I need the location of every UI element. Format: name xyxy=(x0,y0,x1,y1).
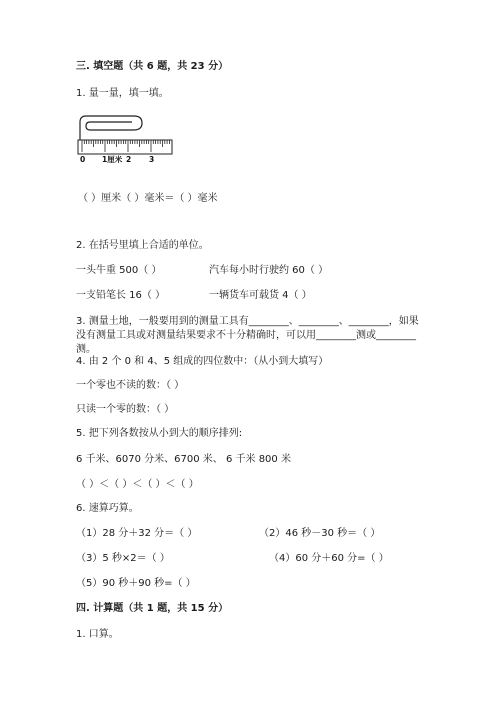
q2-item-4: 一辆货车可载货 4（ ） xyxy=(209,290,312,301)
ruler-label-2: 2 xyxy=(126,155,132,164)
ruler-figure xyxy=(76,112,176,166)
q5-title: 5. 把下列各数按从小到大的顺序排列: xyxy=(76,428,243,439)
section3-title: 三. 填空题（共 6 题，共 23 分） xyxy=(76,61,229,72)
q6-item-5: （5）90 秒＋90 秒=（ ） xyxy=(76,578,196,589)
q3-line-3: 测。 xyxy=(76,344,96,355)
q5-answer-line: （ ）＜（ ）＜（ ）＜（ ） xyxy=(76,479,199,490)
q2-item-3: 一支铅笔长 16（ ） xyxy=(76,290,166,301)
q4-title: 4. 由 2 个 0 和 4、5 组成的四位数中：（从小到大填写） xyxy=(76,356,329,367)
q6-item-1: （1）28 分＋32 分＝（ ） xyxy=(76,528,198,539)
section4-title: 四. 计算题（共 1 题，共 15 分） xyxy=(76,603,229,614)
q6-title: 6. 速算巧算。 xyxy=(76,503,139,514)
q6-item-4: （4）60 分＋60 分=（ ） xyxy=(269,553,389,564)
ruler-label-0: 0 xyxy=(80,155,86,164)
ruler-label-1: 1厘米 xyxy=(102,155,123,164)
q1-title: 1. 量一量，填一填。 xyxy=(76,88,169,99)
q6-item-3: （3）5 秒×2＝（ ） xyxy=(76,553,170,564)
q5-items: 6 千米、6070 分米、6700 米、 6 千米 800 米 xyxy=(76,454,291,465)
ruler-label-3: 3 xyxy=(149,155,155,164)
section4-q1-title: 1. 口算。 xyxy=(76,629,119,640)
q3-line-2: 没有测量工具或对测量结果要求不十分精确时，可以用________测或________ xyxy=(76,330,416,341)
ruler-with-paperclip-illustration xyxy=(76,112,176,166)
q3-line-1: 3. 测量土地，一般要用到的测量工具有________、________、________，如果 xyxy=(76,316,419,327)
q2-item-2: 汽车每小时行驶约 60（ ） xyxy=(209,265,329,276)
q1-answer-line: （ ）厘米（ ）毫米＝（ ）毫米 xyxy=(78,193,218,204)
q4-sub-1: 一个零也不读的数：（ ） xyxy=(76,380,185,391)
q6-item-2: （2）46 秒－30 秒＝（ ） xyxy=(259,528,381,539)
q2-item-1: 一头牛重 500（ ） xyxy=(76,265,162,276)
paperclip-icon xyxy=(80,116,142,140)
q4-sub-2: 只读一个零的数：（ ） xyxy=(76,404,175,415)
q2-title: 2. 在括号里填上合适的单位。 xyxy=(76,240,209,251)
